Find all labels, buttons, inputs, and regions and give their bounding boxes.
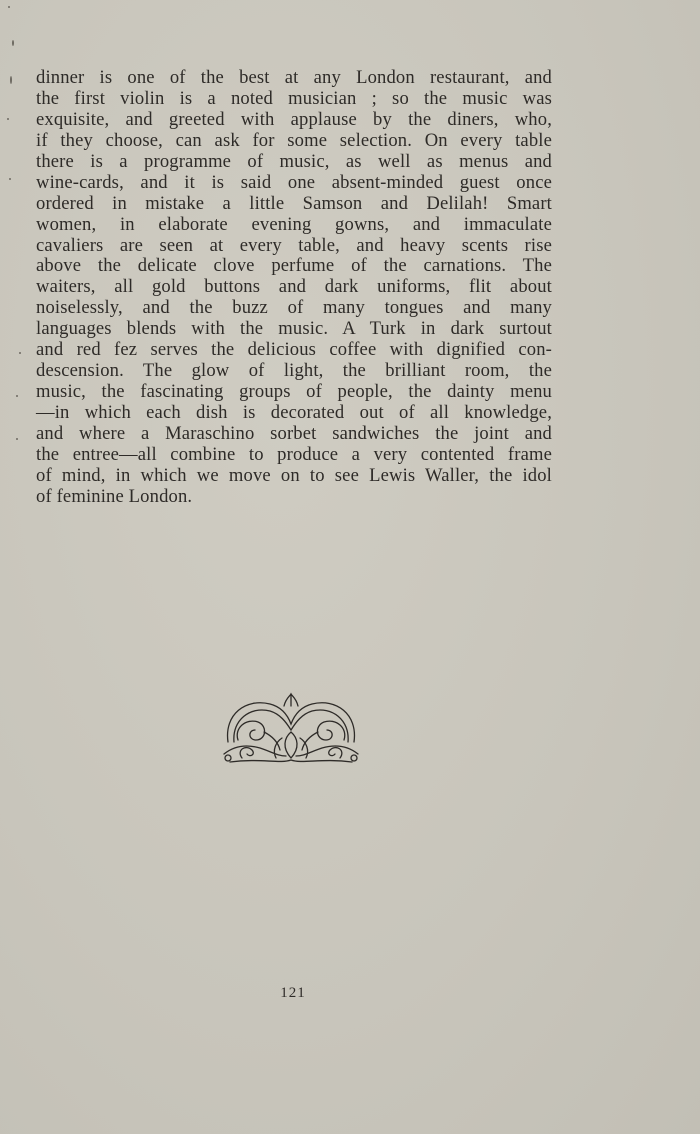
margin-speck: [16, 438, 18, 440]
body-text: [36, 68, 552, 508]
text-line: of mind, in which we move on to see Lewis Waller, the idol: [36, 464, 552, 486]
text-line: and where a Maraschino sorbet sandwiches the joint and: [36, 422, 552, 444]
text-line: noiselessly, and the buzz of many tongues and many: [36, 297, 552, 319]
floral-vignette-icon: [220, 692, 362, 766]
text-line: ordered in mistake a little Samson and Delilah! Smart: [36, 192, 552, 214]
text-line: —in which each dish is decorated out of all knowledge,: [36, 402, 552, 423]
text-line-final: of feminine London.: [36, 485, 193, 507]
margin-speck: [7, 118, 9, 120]
text-line: above the delicate clove perfume of the carnations. The: [36, 255, 552, 277]
margin-speck: [16, 395, 18, 397]
margin-speck: [10, 76, 12, 84]
text-line: wine-cards, and it is said one absent-minded guest once: [36, 171, 552, 193]
text-line: music, the fascinating groups of people, the dainty menu: [36, 381, 552, 403]
text-line: the first violin is a noted musician ; so the music was: [36, 87, 552, 109]
text-line: dinner is one of the best at any London restaurant, and: [36, 67, 552, 88]
text-line: exquisite, and greeted with applause by the diners, who,: [36, 108, 552, 130]
text-line: languages blends with the music. A Turk in dark surtout: [36, 318, 552, 340]
margin-speck: [8, 6, 10, 8]
text-line: waiters, all gold buttons and dark uniforms, flit about: [36, 276, 552, 298]
text-line: the entree—all combine to produce a very contented frame: [36, 443, 552, 465]
margin-speck: [19, 352, 21, 354]
text-line: and red fez serves the delicious coffee with dignified con-: [36, 339, 552, 361]
margin-speck: [12, 40, 14, 46]
page-number: 121: [280, 985, 306, 1001]
text-line: if they choose, can ask for some selection. On every table: [36, 129, 552, 151]
margin-speck: [9, 178, 11, 180]
text-line: women, in elaborate evening gowns, and immaculate: [36, 213, 552, 235]
text-line: cavaliers are seen at every table, and heavy scents rise: [36, 234, 552, 256]
text-line: descension. The glow of light, the brilliant room, the: [36, 360, 552, 382]
text-line: there is a programme of music, as well as menus and: [36, 150, 552, 172]
